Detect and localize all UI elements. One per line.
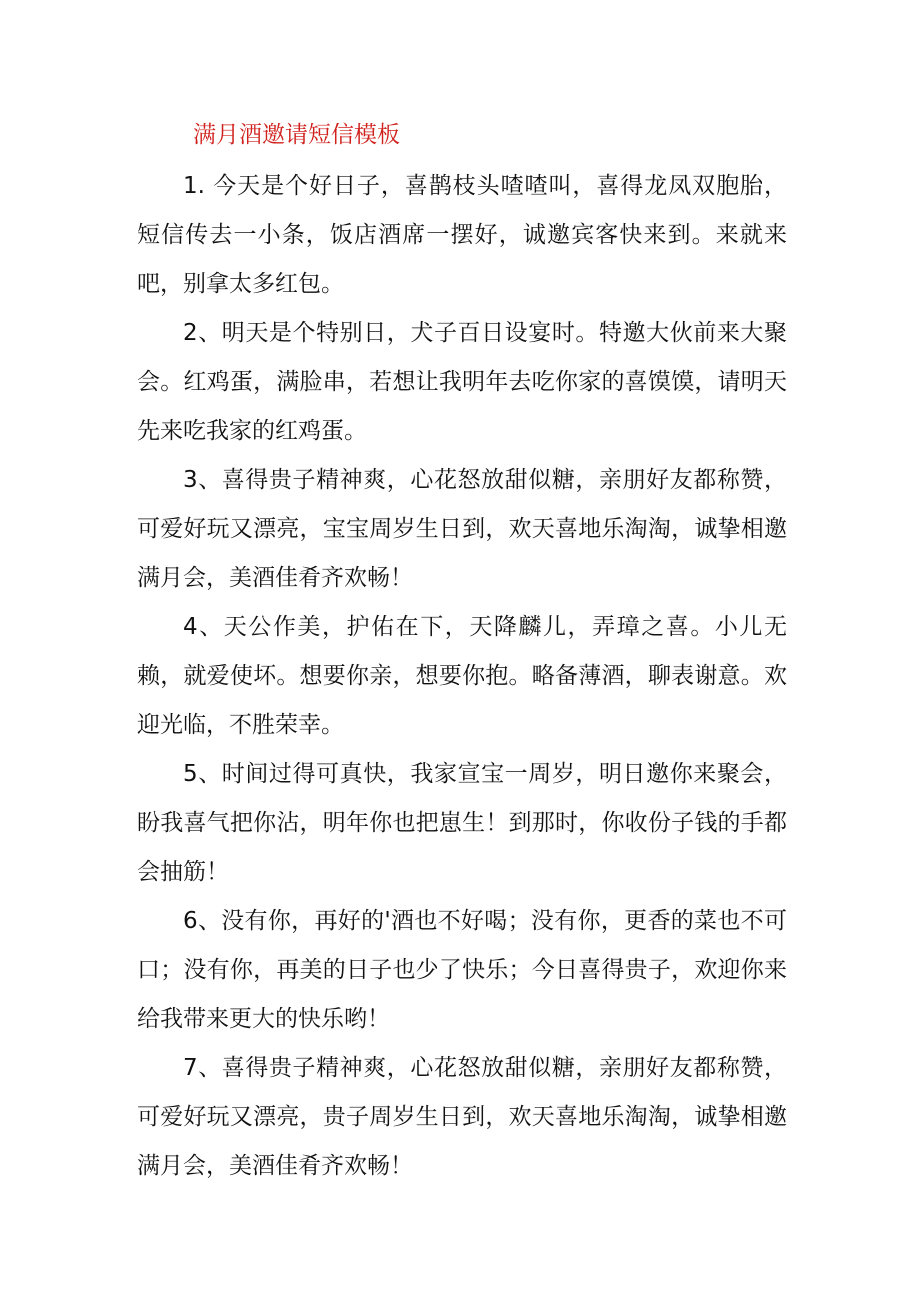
paragraph-6: 6、没有你，再好的'酒也不好喝；没有你，更香的菜也不可口；没有你，再美的日子也少了快乐；今日喜得贵子，欢迎你来给我带来更大的快乐哟！ [137, 908, 787, 1032]
paragraph-2: 2、明天是个特别日，犬子百日设宴时。特邀大伙前来大聚会。红鸡蛋，满脸串，若想让我明年去吃你家的喜馍馍，请明天先来吃我家的红鸡蛋。 [137, 320, 787, 444]
paragraph-7: 7、喜得贵子精神爽，心花怒放甜似糖，亲朋好友都称赞，可爱好玩又漂亮，贵子周岁生日到，欢天喜地乐淘淘，诚挚相邀满月会，美酒佳肴齐欢畅！ [137, 1055, 787, 1179]
paragraph-3: 3、喜得贵子精神爽，心花怒放甜似糖，亲朋好友都称赞，可爱好玩又漂亮，宝宝周岁生日到，欢天喜地乐淘淘，诚挚相邀满月会，美酒佳肴齐欢畅！ [137, 467, 787, 591]
document-body [137, 162, 787, 1191]
paragraph-4: 4、天公作美，护佑在下，天降麟儿，弄璋之喜。小儿无赖，就爱使坏。想要你亲，想要你抱。略备薄酒，聊表谢意。欢迎光临，不胜荣幸。 [137, 614, 787, 738]
document-title: 满月酒邀请短信模板 [193, 122, 400, 148]
paragraph-5: 5、时间过得可真快，我家宣宝一周岁，明日邀你来聚会，盼我喜气把你沾，明年你也把崽生！到那时，你收份子钱的手都会抽筋！ [137, 761, 787, 885]
paragraph-1: 1. 今天是个好日子，喜鹊枝头喳喳叫，喜得龙凤双胞胎，短信传去一小条，饭店酒席一摆好，诚邀宾客快来到。来就来吧，别拿太多红包。 [137, 173, 787, 297]
